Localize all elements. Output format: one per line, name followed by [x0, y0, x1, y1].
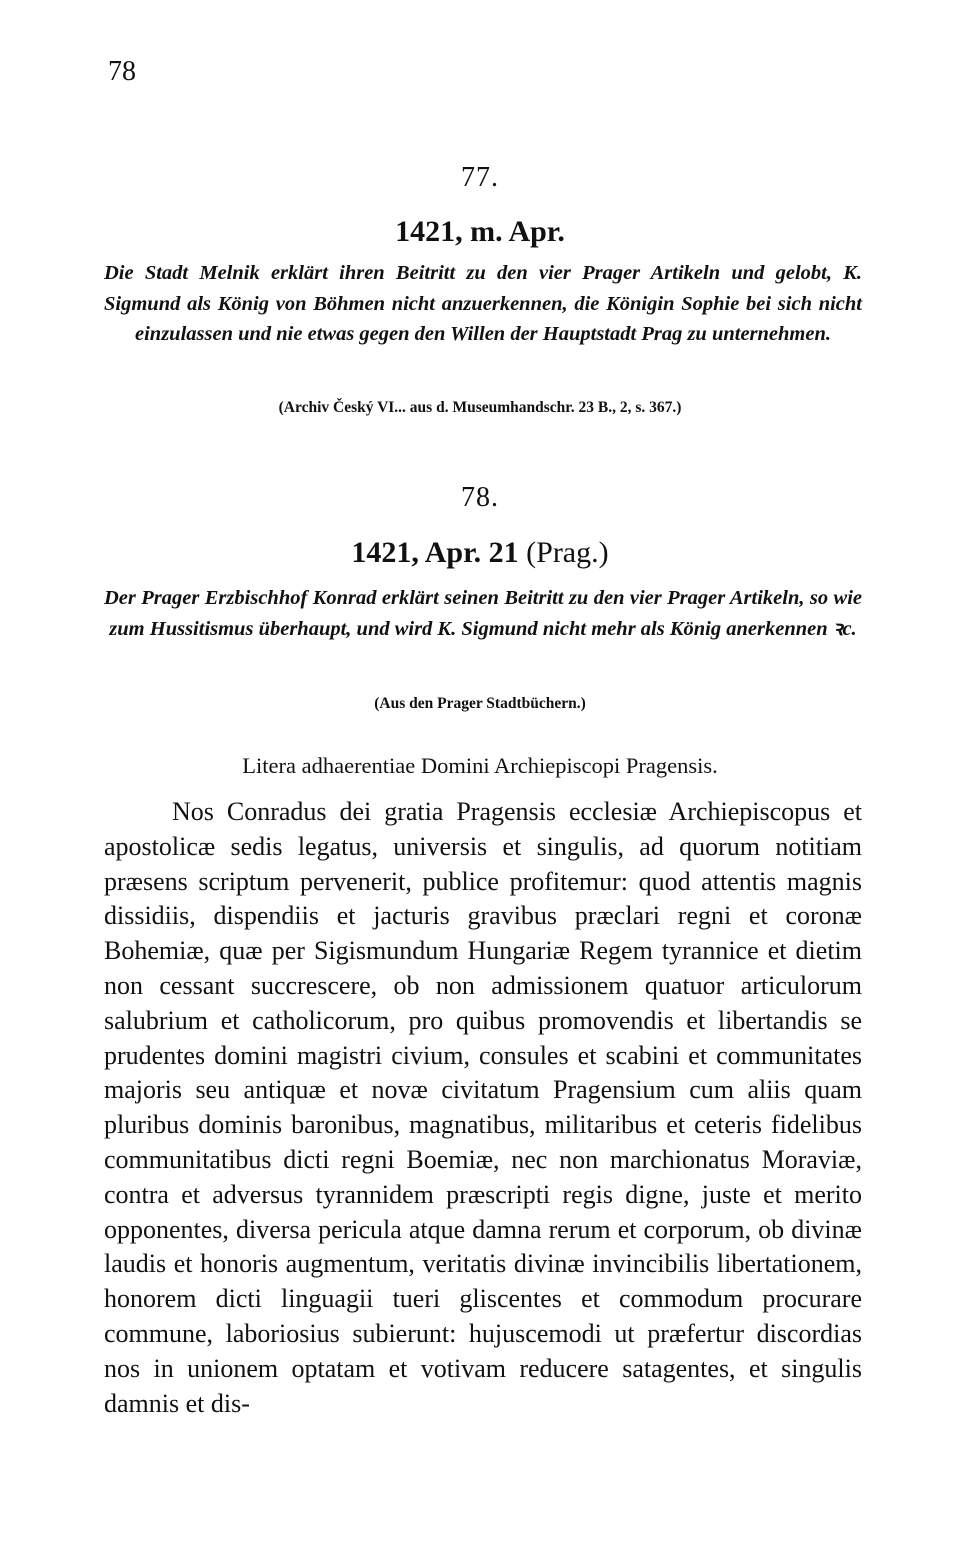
entry-77-summary: Die Stadt Melnik erklärt ihren Beitritt zu den vier Prager Artikeln und gelobt, K. Sigmund als König von Böhmen nicht anzuerkennen, die Königin Sophie bei sich nicht einzulassen und nie etwas gegen den Willen der Hauptstadt Prag zu unternehmen. [104, 262, 862, 345]
page-number: 78 [108, 56, 136, 87]
entry-77-date-text: 1421, m. Apr. [395, 215, 565, 248]
entry-77-number: 77. [461, 162, 499, 193]
entry-78-place: (Prag.) [526, 536, 609, 569]
entry-78-date [0, 533, 960, 573]
letter-body: Nos Conradus dei gratia Pragensis ecclesiæ Archiepiscopus et apostolicæ sedis legatus, universis et singulis, ad quorum notitiam præsens scriptum pervenerit, publice profitemur: quod attentis magnis dissidiis, dispendiis et jacturis gravibus præclari regni et coronæ Bohemiæ, quæ per Sigismundum Hungariæ Regem tyrannice et dietim non cessant succrescere, ob non admissionem quatuor articulorum salubrium et catholicorum, pro quibus promovendis et libertandis se prudentes domini magistri civium, consules et scabini et communitates majoris seu antiquæ et novæ civitatum Pragensium cum aliis quam pluribus dominis baronibus, magnatibus, militaribus et ceteris fidelibus communitatibus dicti regni Boemiæ, nec non marchionatus Moraviæ, contra et adversus tyrannidem præscripti regis digne, juste et merito opponentes, diversa pericula atque damna rerum et corporum, ob divinæ laudis et honoris augmentum, veritatis divinæ invincibilis libertationem, honorem dicti linguagii tueri gliscentes et commodum procurare commune, laboriosius subierunt: hujuscemodi ut præfertur discordias nos in unionem optatam et votivam reducere satagentes, et singulis damnis et dis- [104, 797, 862, 1418]
entry-77-source: (Archiv Český VI... aus d. Museumhandschr. 23 B., 2, s. 367.) [278, 399, 682, 416]
entry-78-date-text: 1421, Apr. 21 [351, 536, 519, 569]
entry-78-number: 78. [461, 482, 499, 513]
entry-78-summary: Der Prager Erzbischhof Konrad erklärt seinen Beitritt zu den vier Prager Artikeln, so wie zum Hussitismus überhaupt, und wird K. Sigmund nicht mehr als König anerkennen ꝛc. [104, 587, 862, 640]
letter-title: Litera adhaerentiae Domini Archiepiscopi Pragensis. [242, 753, 718, 778]
entry-78-source: (Aus den Prager Stadtbüchern.) [374, 695, 586, 712]
entry-77-date [0, 212, 960, 252]
